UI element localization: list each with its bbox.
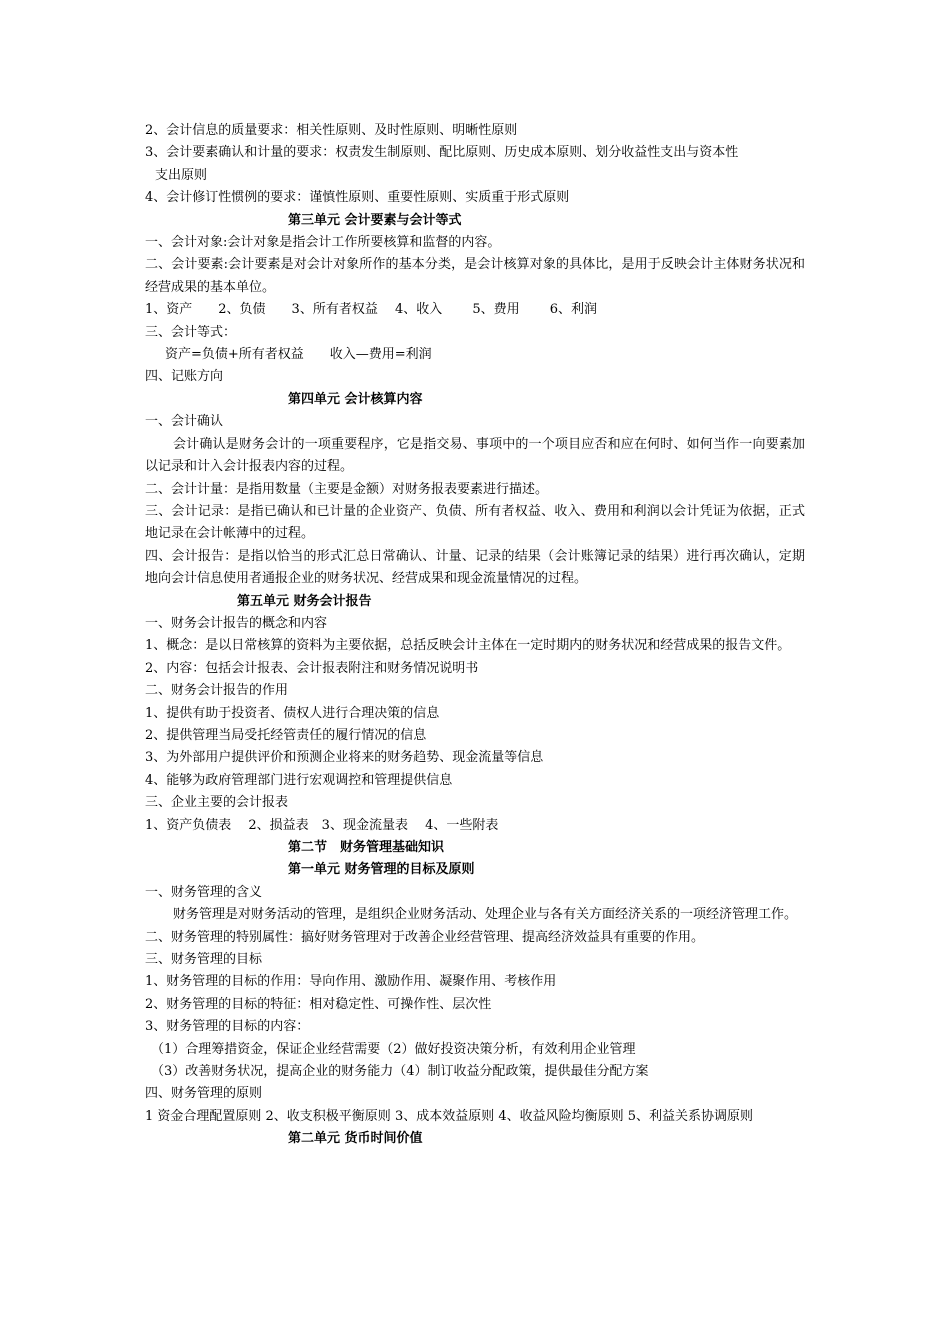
- text-line: 3、为外部用户提供评价和预测企业将来的财务趋势、现金流量等信息: [145, 750, 544, 766]
- section-heading: 第三单元 会计要素与会计等式: [288, 212, 462, 228]
- text-line: 一、财务会计报告的概念和内容: [145, 615, 328, 631]
- text-line: 2、会计信息的质量要求：相关性原则、及时性原则、明晰性原则: [145, 123, 518, 138]
- text-line: 2、提供管理当局受托经管责任的履行情况的信息: [145, 727, 427, 743]
- text-line: 四、财务管理的原则: [145, 1086, 263, 1102]
- text-line: 3、财务管理的目标的内容：: [145, 1019, 310, 1035]
- formula-line: 资产=负债+所有者权益 收入—费用=利润: [165, 347, 432, 363]
- text-line: 1 资金合理配置原则 2、收支积极平衡原则 3、成本效益原则 4、收益风险均衡原则 5、利益关系协调原则: [145, 1108, 754, 1124]
- paragraph: 1、概念：是以日常核算的资料为主要依据，总括反映会计主体在一定时期内的财务状况和经营成果的报告文件。: [145, 638, 791, 654]
- text-line: 4、会计修订性惯例的要求：谨慎性原则、重要性原则、实质重于形式原则: [145, 190, 570, 206]
- text-line: 3、会计要素确认和计量的要求：权责发生制原则、配比原则、历史成本原则、划分收益性支出与资本性: [145, 145, 739, 161]
- section-heading: 第二单元 货币时间价值: [288, 1131, 423, 1147]
- text-line: 三、财务管理的目标: [145, 952, 263, 968]
- text-line: 1、资产 2、负债 3、所有者权益 4、收入 5、费用 6、利润: [145, 302, 598, 318]
- text-line: 1、资产负债表 2、损益表 3、现金流量表 4、一些附表: [145, 817, 499, 833]
- paragraph: 会计确认是财务会计的一项重要程序，它是指交易、事项中的一个项目应否和应在何时、如何当作一向要素加以记录和计入会计报表内容的过程。: [145, 436, 805, 475]
- text-line: 1、财务管理的目标的作用：导向作用、激励作用、凝聚作用、考核作用: [145, 974, 557, 990]
- text-line: （3）改善财务状况，提高企业的财务能力（4）制订收益分配政策，提供最佳分配方案: [151, 1064, 649, 1080]
- section-heading: 第五单元 财务会计报告: [237, 593, 372, 609]
- text-line: 二、财务会计报告的作用: [145, 683, 289, 699]
- text-line: 三、企业主要的会计报表: [145, 795, 289, 811]
- section-heading: 第二节 财务管理基础知识: [288, 840, 445, 855]
- text-line: 一、会计对象:会计对象是指会计工作所要核算和监督的内容。: [145, 235, 501, 251]
- paragraph: 四、会计报告：是指以恰当的形式汇总日常确认、计量、记录的结果（会计账簿记录的结果）进行再次确认，定期地向会计信息使用者通报企业的财务状况、经营成果和现金流量情况的过程。: [145, 548, 805, 587]
- paragraph: 三、会计记录：是指已确认和已计量的企业资产、负债、所有者权益、收入、费用和利润以会计凭证为依据，正式地记录在会计帐薄中的过程。: [145, 503, 805, 542]
- text-line: （1）合理筹措资金，保证企业经营需要（2）做好投资决策分析，有效利用企业管理: [151, 1041, 636, 1057]
- text-line: 二、财务管理的特别属性：搞好财务管理对于改善企业经营管理、提高经济效益具有重要的作用。: [145, 929, 705, 945]
- text-line: 4、能够为政府管理部门进行宏观调控和管理提供信息: [145, 772, 453, 788]
- text-line: 2、内容：包括会计报表、会计报表附注和财务情况说明书: [145, 660, 479, 676]
- section-heading: 第一单元 财务管理的目标及原则: [288, 862, 475, 878]
- text-line: 三、会计等式：: [145, 324, 237, 340]
- text-line: 支出原则: [155, 167, 208, 183]
- paragraph: 财务管理是对财务活动的管理，是组织企业财务活动、处理企业与各有关方面经济关系的一项经济管理工作。: [173, 907, 798, 923]
- text-line: 一、财务管理的含义: [145, 884, 263, 900]
- text-line: 2、财务管理的目标的特征：相对稳定性、可操作性、层次性: [145, 996, 492, 1012]
- text-line: 一、会计确认: [145, 414, 224, 430]
- document-page: [145, 120, 805, 1151]
- paragraph: 二、会计要素:会计要素是对会计对象所作的基本分类，是会计核算对象的具体比，是用于反映会计主体财务状况和经营成果的基本单位。: [145, 257, 805, 295]
- text-line: 1、提供有助于投资者、债权人进行合理决策的信息: [145, 705, 440, 721]
- text-line: 四、记账方向: [145, 369, 224, 385]
- text-line: 二、会计计量：是指用数量（主要是金额）对财务报表要素进行描述。: [145, 481, 549, 497]
- section-heading: 第四单元 会计核算内容: [288, 391, 423, 407]
